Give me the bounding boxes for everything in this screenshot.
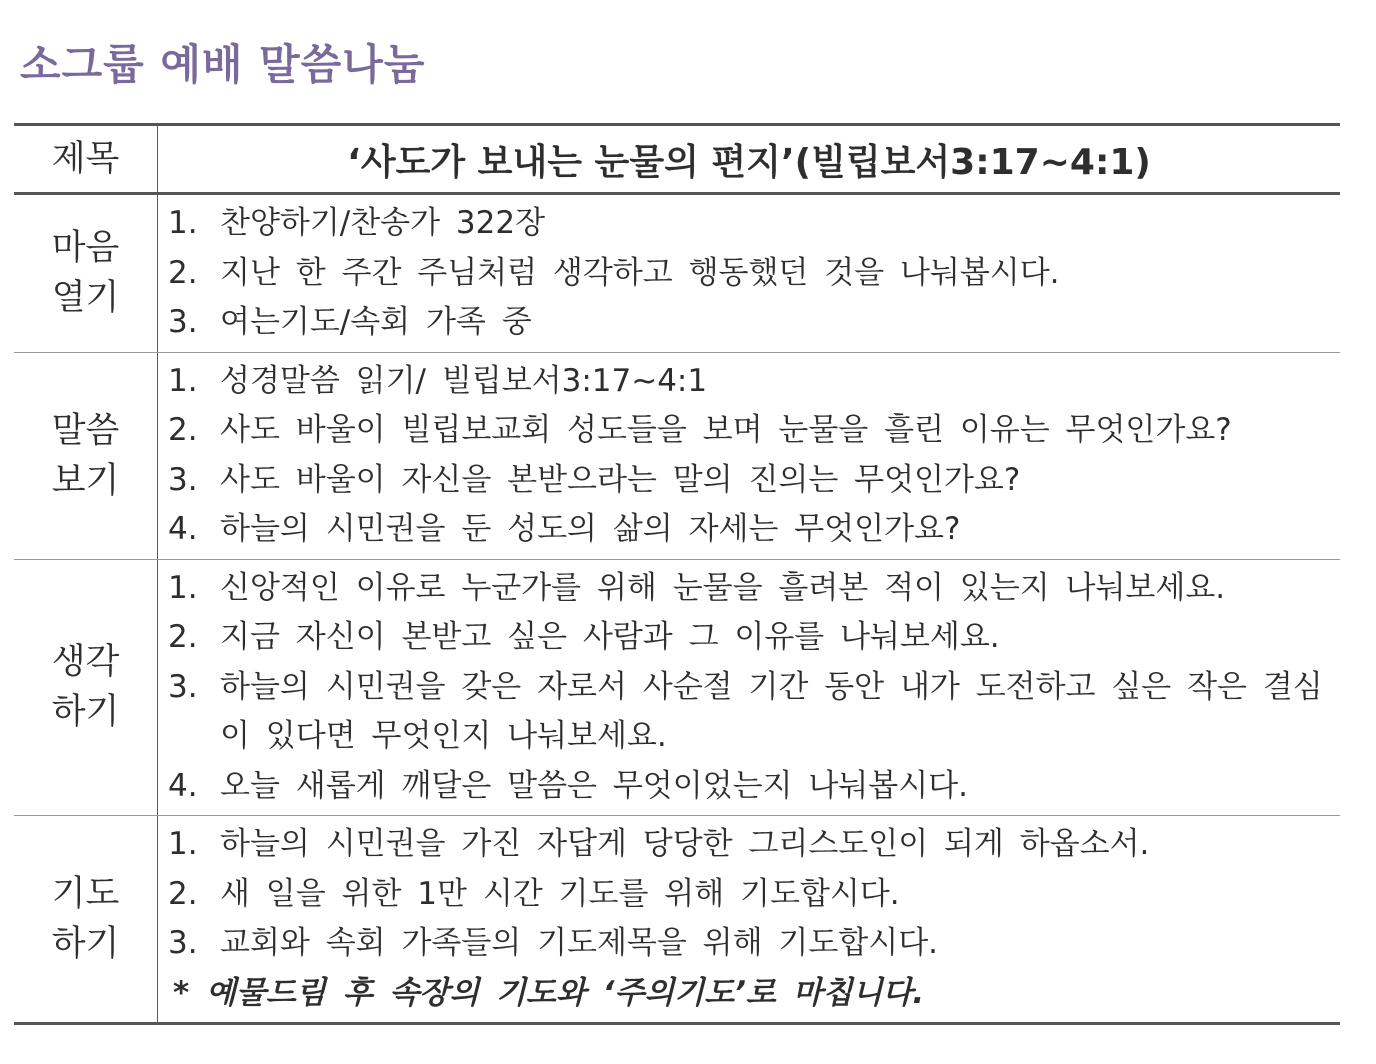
item-number: 1. bbox=[168, 205, 198, 241]
item-text: 찬양하기/찬송가 322장 bbox=[220, 205, 546, 241]
list-item bbox=[168, 199, 1340, 249]
section-label-cell bbox=[14, 352, 158, 559]
item-number: 2. bbox=[168, 619, 198, 655]
closing-note: * 예물드림 후 속장의 기도와 ‘주의기도’로 마칩니다. bbox=[173, 974, 925, 1011]
list-item bbox=[168, 406, 1340, 456]
list-item bbox=[168, 456, 1340, 506]
item-list bbox=[158, 560, 1340, 816]
title-cell bbox=[158, 125, 1341, 194]
item-number: 1. bbox=[168, 569, 198, 606]
list-item bbox=[168, 505, 1340, 555]
list-item bbox=[168, 564, 1340, 614]
list-item bbox=[168, 919, 1340, 969]
section-row-reflect bbox=[14, 559, 1340, 816]
worship-guide-table bbox=[14, 123, 1340, 1025]
section-label-cell bbox=[14, 559, 158, 816]
item-text: 사도 바울이 빌립보교회 성도들을 보며 눈물을 흘린 이유는 무엇인가요? bbox=[220, 412, 1232, 448]
section-label: 생각 하기 bbox=[51, 642, 120, 733]
list-item bbox=[168, 613, 1340, 663]
item-list bbox=[158, 353, 1340, 559]
item-number: 3. bbox=[168, 925, 198, 961]
item-number: 4. bbox=[168, 767, 198, 804]
section-label: 말씀 보기 bbox=[51, 410, 120, 501]
section-row-read-word bbox=[14, 352, 1340, 559]
item-text: 지난 한 주간 주님처럼 생각하고 행동했던 것을 나눠봅시다. bbox=[220, 254, 1060, 291]
item-text: 하늘의 시민권을 갖은 자로서 사순절 기간 동안 내가 도전하고 싶은 작은 결심이 있다면 무엇인지 나눠보세요. bbox=[220, 668, 1323, 754]
item-text: 교회와 속회 가족들의 기도제목을 위해 기도합시다. bbox=[220, 925, 938, 961]
list-item bbox=[168, 820, 1340, 870]
item-list bbox=[158, 816, 1340, 1022]
item-text: 여는기도/속회 가족 중 bbox=[220, 304, 532, 340]
section-label-cell bbox=[14, 194, 158, 353]
item-list bbox=[158, 195, 1340, 352]
section-content-cell bbox=[158, 352, 1341, 559]
sermon-title: ‘사도가 보내는 눈물의 편지’(빌립보서3:17~4:1) bbox=[347, 141, 1151, 183]
title-row bbox=[14, 125, 1340, 194]
item-text: 새 일을 위한 1만 시간 기도를 위해 기도합시다. bbox=[220, 875, 900, 912]
list-item bbox=[168, 357, 1340, 407]
item-number: 1. bbox=[168, 362, 198, 399]
section-label: 마음 열기 bbox=[51, 228, 120, 319]
title-label: 제목 bbox=[51, 139, 120, 179]
item-text: 사도 바울이 자신을 본받으라는 말의 진의는 무엇인가요? bbox=[220, 461, 1021, 498]
list-item bbox=[168, 762, 1340, 812]
section-content-cell bbox=[158, 194, 1341, 353]
section-content-cell bbox=[158, 559, 1341, 816]
item-number: 3. bbox=[168, 461, 198, 498]
item-number: 4. bbox=[168, 511, 198, 547]
title-label-cell bbox=[14, 125, 158, 194]
item-number: 3. bbox=[168, 304, 198, 340]
item-text: 신앙적인 이유로 누군가를 위해 눈물을 흘려본 적이 있는지 나눠보세요. bbox=[220, 569, 1226, 606]
list-item bbox=[168, 298, 1340, 348]
list-item bbox=[168, 870, 1340, 920]
item-number: 1. bbox=[168, 826, 198, 862]
list-item bbox=[168, 249, 1340, 299]
item-number: 3. bbox=[168, 668, 198, 705]
item-number: 2. bbox=[168, 875, 198, 912]
item-text: 오늘 새롭게 깨달은 말씀은 무엇이었는지 나눠봅시다. bbox=[220, 767, 968, 804]
item-text: 성경말씀 읽기/ 빌립보서3:17~4:1 bbox=[220, 362, 708, 399]
section-row-pray bbox=[14, 816, 1340, 1024]
page-title: 소그룹 예배 말씀나눔 bbox=[20, 40, 426, 89]
item-text: 하늘의 시민권을 가진 자답게 당당한 그리스도인이 되게 하옵소서. bbox=[220, 826, 1150, 862]
section-label: 기도 하기 bbox=[51, 874, 120, 964]
item-number: 2. bbox=[168, 254, 198, 291]
item-text: 지금 자신이 본받고 싶은 사람과 그 이유를 나눠보세요. bbox=[220, 619, 1000, 655]
section-label-cell bbox=[14, 816, 158, 1024]
list-item bbox=[168, 663, 1340, 762]
section-content-cell bbox=[158, 816, 1341, 1024]
item-text: 하늘의 시민권을 둔 성도의 삶의 자세는 무엇인가요? bbox=[220, 511, 961, 547]
item-number: 2. bbox=[168, 412, 198, 448]
section-row-open-heart bbox=[14, 194, 1340, 353]
